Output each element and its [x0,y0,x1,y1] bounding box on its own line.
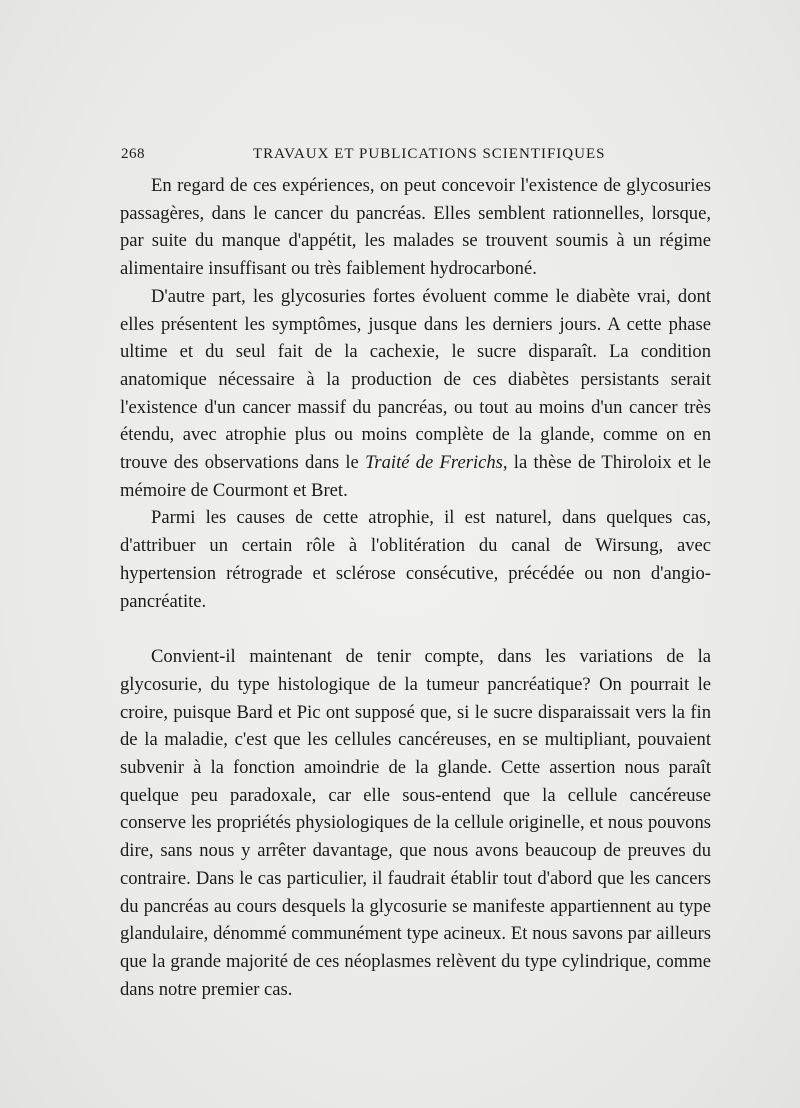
body-text [120,172,711,1003]
page-header [121,146,721,168]
paragraph-2-start: D'autre part, les glycosuries fortes évoluent comme le diabète vrai, dont elles présentent les symptômes, jusque dans les derniers jours. A cette phase ultime et du seul fait de la cachexie, le sucre disparaît. La condition anatomique nécessaire à la production de ces diabètes persistants serait l'existence d'un cancer massif du pancréas, ou tout au moins d'un cancer très étendu, avec atrophie plus ou moins complète de la glande, comme on en trouve des observations dans le [120,285,711,474]
running-title: TRAVAUX ET PUBLICATIONS SCIENTIFIQUES [253,146,606,162]
paragraph-2-end: , la thèse de Thiroloix et le mémoire de Courmont et Bret. [120,452,711,501]
book-title: Traité de Frerichs [365,452,503,474]
page-number: 268 [121,146,145,162]
paragraph-4: Convient-il maintenant de tenir compte, dans les variations de la glycosurie, du type histologique de la tumeur pancréatique? On pourrait le croire, puisque Bard et Pic ont supposé que, si le sucre disparaissait vers la fin de la maladie, c'est que les cellules cancéreuses, en se multipliant, pouvaient subvenir à la fonction amoindrie de la glande. Cette assertion nous paraît quelque peu paradoxale, car elle sous-entend que la cellule cancéreuse conserve les propriétés physiologiques de la cellule originelle, et nous pouvons dire, sans nous y arrêter davantage, que nous avons beaucoup de preuves du contraire. Dans le cas particulier, il faudrait établir tout d'abord que les cancers du pancréas au cours desquels la glycosurie se manifeste appartiennent au type glandulaire, dénommé communément type acineux. Et nous savons par ailleurs que la grande majorité de ces néoplasmes relèvent du type cylindrique, comme dans notre premier cas. [120,646,711,1000]
paragraph-3: Parmi les causes de cette atrophie, il est naturel, dans quelques cas, d'attribuer un certain rôle à l'oblitération du canal de Wirsung, avec hypertension rétrograde et sclérose consécutive, précédée ou non d'angio-pancréatite. [120,507,711,612]
paragraph-2 [120,283,711,505]
paragraph-1: En regard de ces expériences, on peut concevoir l'existence de glycosuries passagères, dans le cancer du pancréas. Elles semblent rationnelles, lorsque, par suite du manque d'appétit, les malades se trouvent soumis à un régime alimentaire insuffisant ou très faiblement hydrocarboné. [120,175,711,280]
